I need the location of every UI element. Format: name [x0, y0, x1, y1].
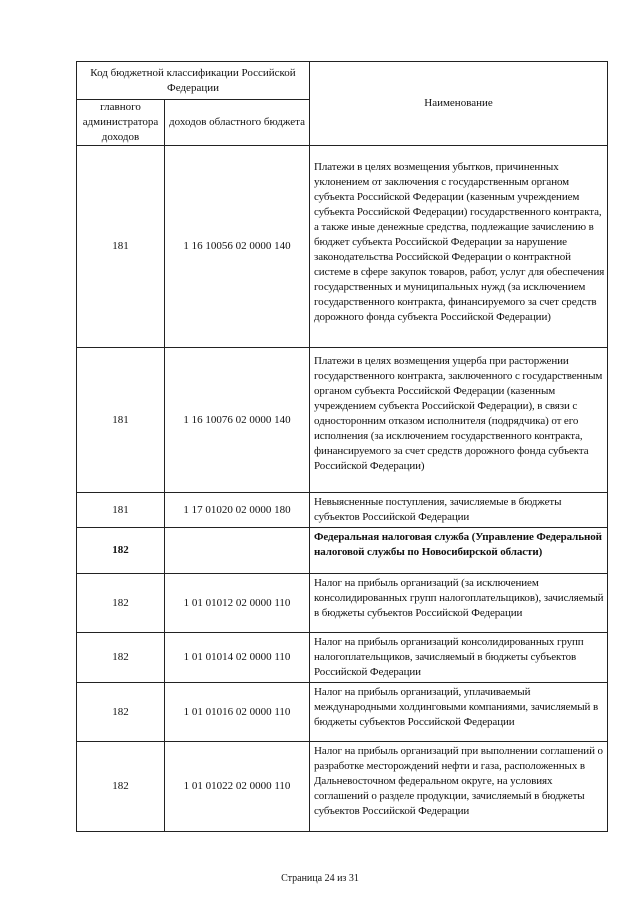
- table-row: [77, 742, 608, 832]
- name-cell: Платежи в целях возмещения убытков, причиненных уклонением от заключения с государственным органом субъекта Российской Федерации (казенным учреждением субъекта Российской Федерации) государственного контракта, а также иные денежные средства, подлежащие зачислению в бюджет субъекта Российской Федерации за нарушение законодательства Российской Федерации о контрактной системе в сфере закупок товаров, работ, услуг для обеспечения государственных и муниципальных нужд (за исключением государственного контракта, финансируемого за счет средств дорожного фонда субъекта Российской Федерации): [310, 146, 608, 348]
- name-cell: Налог на прибыль организаций (за исключением консолидированных групп налогоплательщиков), зачисляемый в бюджеты субъектов Российской Федерации: [310, 574, 608, 633]
- header-kbk-group: Код бюджетной классификации Российской Федерации: [77, 62, 310, 100]
- admin-code-cell: 182: [77, 633, 165, 683]
- income-code-cell: 1 01 01022 02 0000 110: [165, 742, 310, 832]
- table-row: [77, 633, 608, 683]
- admin-code-cell: 181: [77, 493, 165, 528]
- income-code-cell: 1 16 10076 02 0000 140: [165, 348, 310, 493]
- income-code-cell: 1 01 01012 02 0000 110: [165, 574, 310, 633]
- income-code-cell: 1 01 01016 02 0000 110: [165, 683, 310, 742]
- admin-code-cell: 182: [77, 528, 165, 574]
- income-code-cell: [165, 528, 310, 574]
- budget-classification-table: [76, 61, 608, 832]
- admin-code-cell: 182: [77, 574, 165, 633]
- table-row: [77, 146, 608, 348]
- table-row: [77, 493, 608, 528]
- name-cell: Федеральная налоговая служба (Управление Федеральной налоговой службы по Новосибирской области): [310, 528, 608, 574]
- header-admin: главного администратора доходов: [77, 100, 165, 146]
- income-code-cell: 1 01 01014 02 0000 110: [165, 633, 310, 683]
- admin-code-cell: 181: [77, 348, 165, 493]
- name-cell: Платежи в целях возмещения ущерба при расторжении государственного контракта, заключенного с государственным органом субъекта Российской Федерации (казенным учреждением субъекта Российской Федерации), в связи с односторонним отказом исполнителя (подрядчика) от его исполнения (за исключением государственного контракта, финансируемого за счет средств дорожного фонда субъекта Российской Федерации): [310, 348, 608, 493]
- table-row: [77, 528, 608, 574]
- header-name: Наименование: [310, 62, 608, 146]
- name-cell: Налог на прибыль организаций консолидированных групп налогоплательщиков, зачисляемый в бюджеты субъектов Российской Федерации: [310, 633, 608, 683]
- name-cell: Налог на прибыль организаций при выполнении соглашений о разработке месторождений нефти и газа, расположенных в Дальневосточном федеральном округе, на условиях соглашений о разделе продукции, зачисляемый в бюджеты субъектов Российской Федерации: [310, 742, 608, 832]
- table-row: [77, 683, 608, 742]
- name-cell: Налог на прибыль организаций, уплачиваемый международными холдинговыми компаниями, зачисляемый в бюджеты субъектов Российской Федерации: [310, 683, 608, 742]
- table-row: [77, 348, 608, 493]
- income-code-cell: 1 16 10056 02 0000 140: [165, 146, 310, 348]
- table-row: [77, 574, 608, 633]
- header-income: доходов областного бюджета: [165, 100, 310, 146]
- admin-code-cell: 181: [77, 146, 165, 348]
- admin-code-cell: 182: [77, 683, 165, 742]
- income-code-cell: 1 17 01020 02 0000 180: [165, 493, 310, 528]
- admin-code-cell: 182: [77, 742, 165, 832]
- page-number: Страница 24 из 31: [281, 873, 359, 884]
- name-cell: Невыясненные поступления, зачисляемые в бюджеты субъектов Российской Федерации: [310, 493, 608, 528]
